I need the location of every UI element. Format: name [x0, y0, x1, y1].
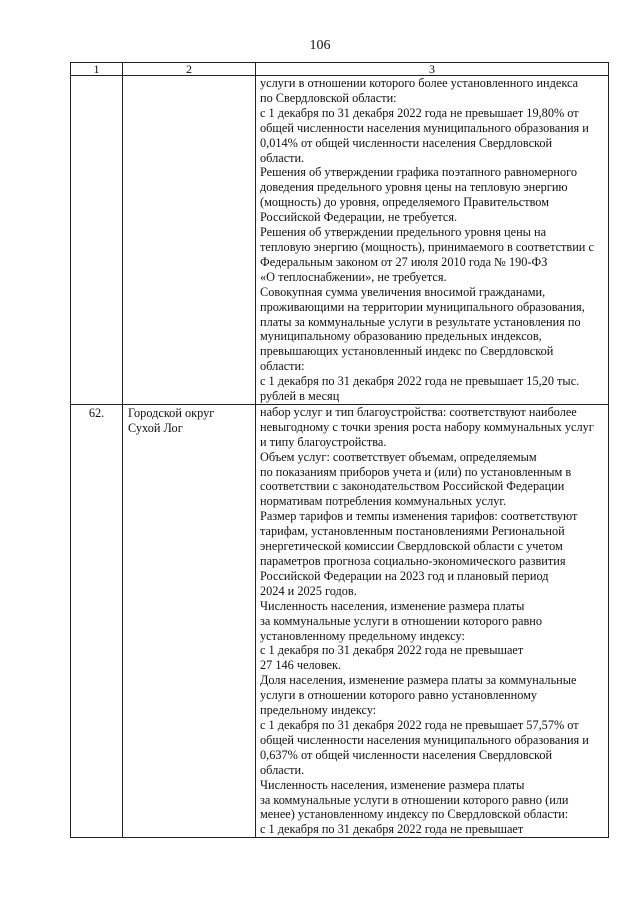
description-line: (мощность) до уровня, определяемого Правительством: [260, 195, 549, 210]
column-header-1: 1: [71, 63, 123, 76]
description-line: Объем услуг: соответствует объемам, определяемым: [260, 449, 537, 464]
document-table: [70, 62, 609, 838]
description-line: услуги в отношении которого равно установленному: [260, 688, 538, 703]
description-line: с 1 декабря по 31 декабря 2022 года не превышает: [260, 822, 524, 837]
description-line: области.: [260, 150, 305, 165]
description-line: за коммунальные услуги в отношении которого равно (или: [260, 792, 569, 807]
description-line: тарифам, установленным постановлениями Региональной: [260, 524, 565, 539]
description-line: 0,014% от общей численности населения Свердловской: [260, 135, 553, 150]
row-number-cell: [71, 76, 123, 405]
description-cell: [256, 404, 609, 837]
description-line: набор услуг и тип благоустройства: соответствуют наиболее: [260, 404, 577, 419]
description-line: установленному предельному индексу:: [260, 628, 465, 643]
description-line: рублей в месяц: [260, 389, 340, 404]
municipality-name-cell: [123, 404, 256, 837]
description-line: невыгодному с точки зрения роста набору коммунальных услуг: [260, 419, 594, 434]
description-line: 2024 и 2025 годов.: [260, 583, 357, 598]
description-line: общей численности населения муниципального образования и: [260, 120, 589, 135]
row-number-cell: 62.: [71, 404, 123, 837]
description-line: доведения предельного уровня цены на тепловую энергию: [260, 180, 568, 195]
description-line: 27 146 человек.: [260, 658, 342, 673]
description-line: «О теплоснабжении», не требуется.: [260, 269, 447, 284]
description-line: Федеральным законом от 27 июля 2010 года № 190-ФЗ: [260, 254, 548, 269]
description-line: услуги в отношении которого более установленного индекса: [260, 76, 579, 90]
description-line: с 1 декабря по 31 декабря 2022 года не превышает 57,57% от: [260, 717, 579, 732]
description-line: Численность населения, изменение размера платы: [260, 598, 525, 613]
table-header-row: [71, 63, 609, 76]
description-line: нормативам потребления коммунальных услуг.: [260, 494, 507, 509]
description-line: платы за коммунальные услуги в результате установления по: [260, 314, 581, 329]
description-line: Численность населения, изменение размера платы: [260, 777, 525, 792]
description-line: 0,637% от общей численности населения Свердловской: [260, 747, 553, 762]
description-line: Размер тарифов и темпы изменения тарифов: соответствуют: [260, 509, 578, 524]
description-line: Российской Федерации на 2023 год и плановый период: [260, 568, 549, 583]
description-line: по показаниям приборов учета и (или) по установленным в: [260, 464, 572, 479]
description-cell: [256, 76, 609, 405]
description-line: муниципальному образованию предельных индексов,: [260, 329, 542, 344]
table-row: [71, 404, 609, 837]
description-line: параметров прогноза социально-экономического развития: [260, 554, 566, 568]
description-line: Доля населения, изменение размера платы за коммунальные: [260, 673, 577, 688]
table-row: [71, 76, 609, 405]
page-number: 106: [309, 38, 331, 53]
description-line: Совокупная сумма увеличения вносимой гражданами,: [260, 284, 546, 299]
description-line: энергетической комиссии Свердловской области с учетом: [260, 539, 563, 554]
description-line: по Свердловской области:: [260, 90, 397, 105]
municipality-name-line: Сухой Лог: [128, 420, 183, 435]
description-line: с 1 декабря по 31 декабря 2022 года не превышает 15,20 тыс.: [260, 374, 580, 389]
description-line: за коммунальные услуги в отношении которого равно: [260, 613, 543, 628]
description-line: предельному индексу:: [260, 703, 377, 718]
column-header-3: 3: [256, 63, 609, 76]
description-line: области.: [260, 762, 305, 777]
description-line: Решения об утверждении графика поэтапного равномерного: [260, 165, 577, 180]
column-header-2: 2: [123, 63, 256, 76]
description-line: Решения об утверждении предельного уровня цены на: [260, 225, 547, 240]
description-line: тепловую энергию (мощность), принимаемого в соответствии с: [260, 239, 594, 254]
description-line: с 1 декабря по 31 декабря 2022 года не превышает: [260, 643, 524, 658]
description-line: менее) установленному индексу по Свердловской области:: [260, 807, 569, 822]
description-line: области:: [260, 359, 305, 374]
description-line: с 1 декабря по 31 декабря 2022 года не превышает 19,80% от: [260, 105, 579, 120]
municipality-name-line: Городской округ: [128, 405, 215, 420]
description-line: и типу благоустройства.: [260, 434, 387, 449]
municipality-name-cell: [123, 76, 256, 405]
description-line: превышающих установленный индекс по Свердловской: [260, 344, 554, 359]
description-line: проживающими на территории муниципального образования,: [260, 299, 585, 314]
description-line: общей численности населения муниципального образования и: [260, 732, 589, 747]
description-line: Российской Федерации, не требуется.: [260, 210, 458, 225]
description-line: соответствии с законодательством Российской Федерации: [260, 479, 565, 494]
